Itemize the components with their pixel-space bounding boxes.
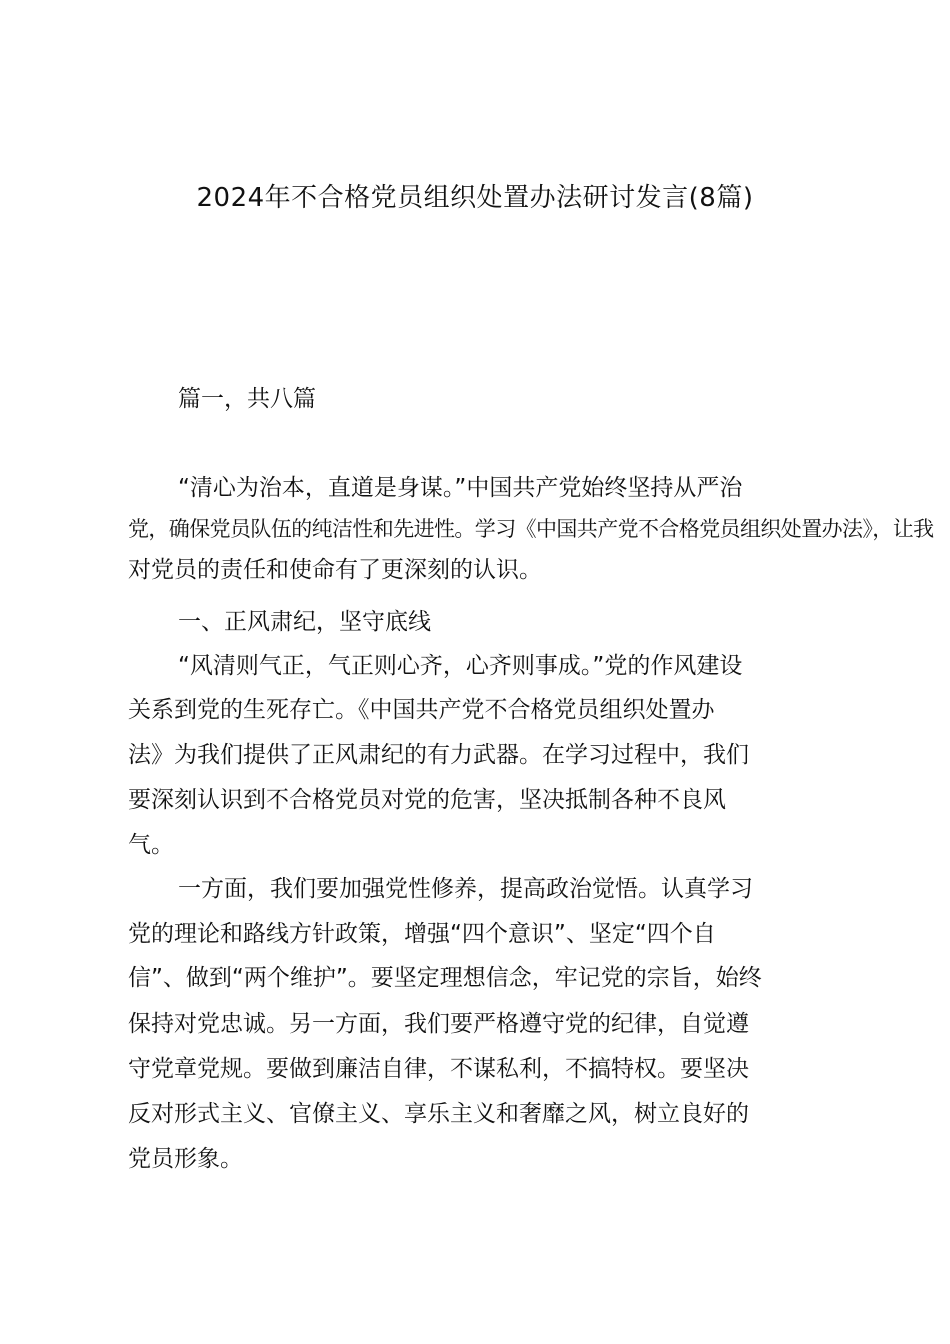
paragraph-line: 法》为我们提供了正风肃纪的有力武器。在学习过程中，我们 — [128, 742, 749, 768]
paragraph-line: 对党员的责任和使命有了更深刻的认识。 — [128, 557, 542, 583]
paragraph-line: 关系到党的生死存亡。《中国共产党不合格党员组织处置办 — [128, 697, 715, 723]
paragraph-line: “风清则气正，气正则心齐，心齐则事成。”党的作风建设 — [178, 653, 743, 679]
paragraph-line: 守党章党规。要做到廉洁自律，不谋私利，不搞特权。要坚决 — [128, 1056, 749, 1082]
section-heading: 一、正风肃纪，坚守底线 — [178, 609, 431, 635]
paragraph-line: 一方面，我们要加强党性修养，提高政治觉悟。认真学习 — [178, 876, 753, 902]
paragraph-line: 党，确保党员队伍的纯洁性和先进性。学习《中国共产党不合格党员组织处置办法》，让我 — [128, 517, 934, 541]
paragraph-line: 党员形象。 — [128, 1146, 243, 1172]
paragraph-line: 保持对党忠诚。另一方面，我们要严格遵守党的纪律，自觉遵 — [128, 1011, 749, 1037]
paragraph-line: 气。 — [128, 832, 174, 858]
paragraph-line: 要深刻认识到不合格党员对党的危害，坚决抵制各种不良风 — [128, 787, 726, 813]
paragraph-line: 信”、做到“两个维护”。要坚定理想信念，牢记党的宗旨，始终 — [128, 965, 762, 991]
document-title: 2024年不合格党员组织处置办法研讨发言(8篇) — [196, 183, 754, 213]
paragraph-line: 反对形式主义、官僚主义、享乐主义和奢靡之风，树立良好的 — [128, 1101, 749, 1127]
paragraph-line: 党的理论和路线方针政策，增强“四个意识”、坚定“四个自 — [128, 921, 716, 947]
paragraph-line: “清心为治本，直道是身谋。”中国共产党始终坚持从严治 — [178, 475, 743, 501]
section-label: 篇一，共八篇 — [178, 386, 316, 412]
